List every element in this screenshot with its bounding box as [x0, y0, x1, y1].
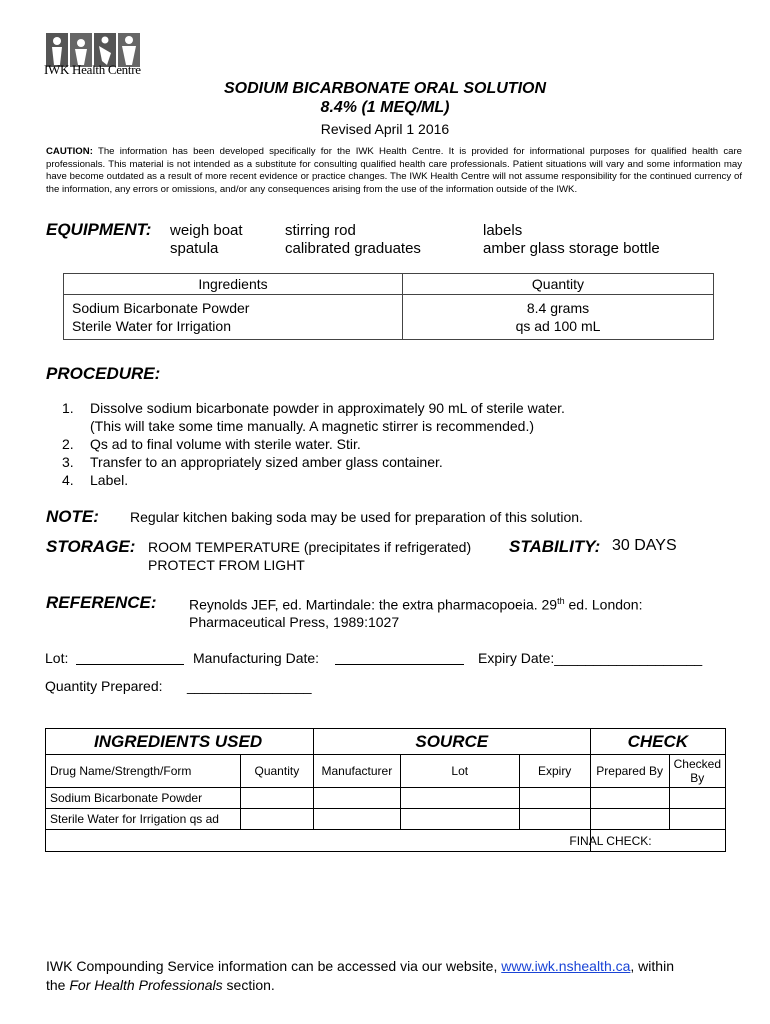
reference-line1: Reynolds JEF, ed. Martindale: the extra pharmacopoeia. 29th ed. London: — [189, 596, 643, 613]
quantity-prepared-field[interactable]: ________________ — [187, 678, 312, 694]
ingredient-names — [64, 295, 403, 340]
cell-expiry[interactable] — [519, 788, 590, 809]
lot-label: Lot: — [45, 650, 69, 666]
quantity-header: Quantity — [403, 274, 714, 295]
equipment-col3 — [483, 222, 660, 258]
document-subtitle: 8.4% (1 MEQ/ML) — [320, 99, 450, 116]
row-ingredient: Sodium Bicarbonate Powder — [46, 788, 241, 809]
row-ingredient: Sterile Water for Irrigation qs ad — [46, 809, 241, 830]
cell-lot[interactable] — [400, 809, 519, 830]
procedure-step: 2. Qs ad to final volume with sterile water. Stir. — [62, 436, 361, 452]
check-heading: CHECK — [590, 729, 725, 755]
procedure-step-continuation: (This will take some time manually. A magnetic stirrer is recommended.) — [90, 418, 534, 434]
lot-field[interactable] — [76, 664, 184, 665]
ingredient-name: Sterile Water for Irrigation — [72, 318, 231, 334]
cell-manufacturer[interactable] — [313, 788, 400, 809]
document-title: SODIUM BICARBONATE ORAL SOLUTION — [223, 80, 547, 97]
ingredient-quantities — [403, 295, 714, 340]
equipment-item: stirring rod — [285, 222, 356, 239]
stability-value: 30 DAYS — [612, 537, 677, 554]
procedure-steps — [62, 399, 742, 489]
equipment-item: weigh boat — [170, 222, 243, 239]
storage-line1: ROOM TEMPERATURE (precipitates if refrigerated) — [148, 539, 472, 555]
cell-checked-by[interactable] — [669, 788, 725, 809]
cell-checked-by[interactable] — [669, 809, 725, 830]
ingredient-qty: qs ad 100 mL — [515, 318, 601, 334]
equipment-col1 — [170, 222, 243, 258]
cell-quantity[interactable] — [240, 788, 313, 809]
col-manufacturer: Manufacturer — [313, 755, 400, 788]
col-quantity: Quantity — [240, 755, 313, 788]
col-checked-by: Checked By — [669, 755, 725, 788]
manufacturing-date-label: Manufacturing Date: — [193, 650, 320, 666]
ingredient-qty: 8.4 grams — [526, 300, 590, 316]
procedure-step: 4. Label. — [62, 472, 129, 488]
col-lot: Lot — [400, 755, 519, 788]
manufacturing-date-field[interactable] — [335, 664, 464, 665]
reference-line2: Pharmaceutical Press, 1989:1027 — [189, 614, 400, 630]
col-drug-name: Drug Name/Strength/Form — [46, 755, 241, 788]
equipment-heading: EQUIPMENT: — [46, 220, 152, 239]
expiry-date-field[interactable]: Expiry Date:___________________ — [478, 650, 703, 666]
caution-paragraph — [46, 146, 742, 196]
cell-lot[interactable] — [400, 788, 519, 809]
quantity-prepared-label: Quantity Prepared: — [45, 678, 163, 694]
revised-date: Revised April 1 2016 — [320, 121, 450, 137]
equipment-col2 — [285, 222, 421, 258]
table-row — [46, 788, 726, 809]
equipment-item: calibrated graduates — [285, 240, 421, 257]
cell-quantity[interactable] — [240, 809, 313, 830]
cell-prepared-by[interactable] — [590, 788, 669, 809]
caution-label: CAUTION: — [46, 146, 93, 157]
source-heading: SOURCE — [313, 729, 590, 755]
procedure-step: 1. Dissolve sodium bicarbonate powder in approximately 90 mL of sterile water. — [62, 400, 565, 416]
note-text: Regular kitchen baking soda may be used for preparation of this solution. — [130, 509, 583, 525]
ingredients-header: Ingredients — [64, 274, 403, 295]
col-prepared-by: Prepared By — [590, 755, 669, 788]
equipment-item: labels — [483, 222, 523, 239]
reference-heading: REFERENCE: — [46, 593, 157, 612]
logo-text: IWK Health Centre — [44, 62, 141, 77]
cell-expiry[interactable] — [519, 809, 590, 830]
cell-manufacturer[interactable] — [313, 809, 400, 830]
procedure-step: 3. Transfer to an appropriately sized amber glass container. — [62, 454, 443, 470]
storage-line2: PROTECT FROM LIGHT — [148, 557, 305, 573]
table-row — [46, 809, 726, 830]
footer-text: IWK Compounding Service information can be accessed via our website, www.iwk.nshealth.ca, within the For Health Professionals section. — [46, 958, 674, 993]
ingredient-name: Sodium Bicarbonate Powder — [72, 300, 250, 316]
ingredients-table — [63, 273, 714, 340]
equipment-item: spatula — [170, 240, 219, 257]
final-check-label: FINAL CHECK: — [46, 830, 591, 852]
col-expiry: Expiry — [519, 755, 590, 788]
procedure-heading: PROCEDURE: — [46, 364, 161, 383]
ingredients-used-heading: INGREDIENTS USED — [46, 729, 314, 755]
ingredients-used-table — [45, 728, 726, 852]
equipment-item: amber glass storage bottle — [483, 240, 660, 257]
caution-text: The information has been developed specifically for the IWK Health Centre. It is provided for informational purposes for qualified health care professionals. This material is not intended as a substitute for consulting qualified health care professionals. Patient situations will vary and some information may have become outdated as a result of more recent evidence or practice changes. The IWK Health Centre will not assume responsibility for the continued currency of the information, any errors or omissions, and/or any consequences arising from the use of the information outside of the IWK. — [46, 146, 742, 195]
stability-heading: STABILITY: — [509, 537, 601, 556]
storage-heading: STORAGE: — [46, 537, 136, 556]
website-link[interactable]: www.iwk.nshealth.ca — [501, 958, 631, 974]
cell-prepared-by[interactable] — [590, 809, 669, 830]
note-heading: NOTE: — [46, 507, 99, 526]
